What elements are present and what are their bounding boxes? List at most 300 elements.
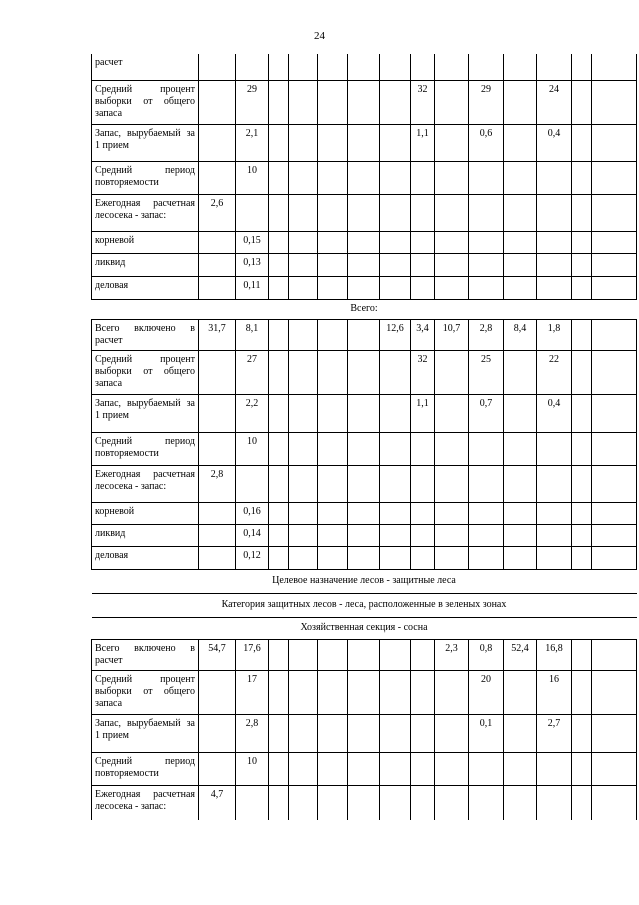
row-label: Средний период повторяемости bbox=[92, 432, 199, 465]
table-cell bbox=[199, 54, 236, 80]
table-cell bbox=[537, 54, 572, 80]
table-cell bbox=[504, 785, 537, 820]
table-cell bbox=[537, 524, 572, 546]
table-cell bbox=[411, 546, 435, 569]
table-cell: 2,7 bbox=[537, 714, 572, 752]
table-cell bbox=[380, 276, 411, 299]
table-cell: 10,7 bbox=[435, 319, 469, 350]
table-cell bbox=[269, 752, 289, 785]
table-cell bbox=[348, 465, 380, 502]
table-cell: 1,1 bbox=[411, 394, 435, 432]
table-row bbox=[92, 161, 637, 194]
table-cell bbox=[199, 276, 236, 299]
table-cell: 2,8 bbox=[469, 319, 504, 350]
table-cell: 32 bbox=[411, 80, 435, 124]
table-cell bbox=[348, 54, 380, 80]
table-cell bbox=[411, 231, 435, 253]
table-row bbox=[92, 231, 637, 253]
table-cell bbox=[318, 80, 348, 124]
table-cell: 8,1 bbox=[236, 319, 269, 350]
table-cell bbox=[537, 502, 572, 524]
table-cell bbox=[318, 253, 348, 276]
forest-purpose-heading-row bbox=[92, 569, 637, 593]
table-cell bbox=[289, 524, 318, 546]
table-row bbox=[92, 319, 637, 350]
table-cell bbox=[504, 253, 537, 276]
table-cell bbox=[269, 319, 289, 350]
table-cell bbox=[318, 785, 348, 820]
economic-section-heading: Хозяйственная секция - сосна bbox=[92, 617, 637, 639]
table-cell bbox=[348, 253, 380, 276]
table-row bbox=[92, 394, 637, 432]
table-cell bbox=[504, 276, 537, 299]
table-row bbox=[92, 524, 637, 546]
table-cell bbox=[572, 231, 592, 253]
table-cell bbox=[411, 253, 435, 276]
table-cell bbox=[504, 54, 537, 80]
table-cell bbox=[411, 752, 435, 785]
table-cell bbox=[435, 752, 469, 785]
row-label: Запас, вырубаемый за 1 прием bbox=[92, 714, 199, 752]
table-cell: 0,6 bbox=[469, 124, 504, 161]
table-cell bbox=[348, 670, 380, 714]
table-cell: 20 bbox=[469, 670, 504, 714]
table-cell: 12,6 bbox=[380, 319, 411, 350]
table-cell bbox=[592, 394, 637, 432]
table-cell bbox=[348, 524, 380, 546]
table-row bbox=[92, 546, 637, 569]
table-cell bbox=[537, 194, 572, 231]
row-label: Средний период повторяемости bbox=[92, 752, 199, 785]
table-cell bbox=[572, 502, 592, 524]
table-cell bbox=[199, 394, 236, 432]
table-cell bbox=[592, 194, 637, 231]
table-cell bbox=[411, 54, 435, 80]
table-row bbox=[92, 785, 637, 820]
table-cell: 52,4 bbox=[504, 639, 537, 670]
table-cell bbox=[572, 785, 592, 820]
table-cell bbox=[572, 752, 592, 785]
row-label: Всего включено в расчет bbox=[92, 319, 199, 350]
table-cell: 0,1 bbox=[469, 714, 504, 752]
table-row bbox=[92, 276, 637, 299]
economic-section-heading-row bbox=[92, 617, 637, 639]
table-row bbox=[92, 350, 637, 394]
table-cell bbox=[269, 276, 289, 299]
table-row bbox=[92, 670, 637, 714]
table-cell bbox=[348, 714, 380, 752]
table-cell bbox=[199, 253, 236, 276]
table-cell bbox=[572, 253, 592, 276]
table-cell bbox=[269, 80, 289, 124]
table-cell bbox=[348, 80, 380, 124]
row-label: ликвид bbox=[92, 253, 199, 276]
table-cell bbox=[269, 432, 289, 465]
row-label: деловая bbox=[92, 276, 199, 299]
table-cell bbox=[572, 670, 592, 714]
table-row bbox=[92, 752, 637, 785]
table-cell bbox=[411, 161, 435, 194]
table-cell: 25 bbox=[469, 350, 504, 394]
table-row bbox=[92, 432, 637, 465]
table-row bbox=[92, 80, 637, 124]
table-cell: 2,8 bbox=[236, 714, 269, 752]
table-cell: 17 bbox=[236, 670, 269, 714]
table-cell: 0,4 bbox=[537, 124, 572, 161]
table-cell bbox=[435, 231, 469, 253]
table-cell bbox=[537, 253, 572, 276]
table-cell bbox=[572, 639, 592, 670]
table-cell bbox=[592, 785, 637, 820]
table-cell bbox=[318, 276, 348, 299]
section-heading-total-row bbox=[92, 299, 637, 319]
table-cell bbox=[572, 350, 592, 394]
table-cell bbox=[348, 785, 380, 820]
table-cell bbox=[592, 276, 637, 299]
table-cell bbox=[469, 161, 504, 194]
table-cell bbox=[289, 350, 318, 394]
table-cell bbox=[318, 670, 348, 714]
table-cell: 2,2 bbox=[236, 394, 269, 432]
table-cell bbox=[504, 394, 537, 432]
table-cell bbox=[289, 194, 318, 231]
table-cell bbox=[537, 785, 572, 820]
table-row bbox=[92, 194, 637, 231]
table-cell bbox=[236, 194, 269, 231]
row-label: Ежегодная расчетная лесосека - запас: bbox=[92, 194, 199, 231]
table-cell: 3,4 bbox=[411, 319, 435, 350]
table-cell bbox=[537, 161, 572, 194]
table-cell: 10 bbox=[236, 161, 269, 194]
table-cell bbox=[572, 124, 592, 161]
table-cell bbox=[318, 752, 348, 785]
row-label: Средний процент выборки от общего запаса bbox=[92, 670, 199, 714]
table-cell bbox=[469, 54, 504, 80]
table-cell: 24 bbox=[537, 80, 572, 124]
table-cell bbox=[411, 524, 435, 546]
table-cell bbox=[289, 231, 318, 253]
table-cell bbox=[435, 524, 469, 546]
table-cell bbox=[199, 546, 236, 569]
table-cell bbox=[199, 524, 236, 546]
table-cell bbox=[380, 752, 411, 785]
table-cell bbox=[380, 785, 411, 820]
allowable-cut-table bbox=[91, 54, 637, 820]
table-cell bbox=[318, 124, 348, 161]
table-cell bbox=[269, 465, 289, 502]
table-cell bbox=[435, 394, 469, 432]
table-cell bbox=[435, 546, 469, 569]
table-cell bbox=[592, 524, 637, 546]
table-cell bbox=[572, 319, 592, 350]
table-cell bbox=[592, 670, 637, 714]
table-cell bbox=[318, 502, 348, 524]
table-cell bbox=[318, 714, 348, 752]
table-cell bbox=[469, 253, 504, 276]
table-cell bbox=[592, 752, 637, 785]
table-cell bbox=[269, 502, 289, 524]
table-cell bbox=[318, 524, 348, 546]
row-label: Запас, вырубаемый за 1 прием bbox=[92, 394, 199, 432]
table-cell bbox=[318, 194, 348, 231]
table-cell: 10 bbox=[236, 432, 269, 465]
table-cell bbox=[269, 194, 289, 231]
table-cell bbox=[289, 124, 318, 161]
table-cell bbox=[318, 465, 348, 502]
table-cell bbox=[469, 465, 504, 502]
table-cell bbox=[199, 124, 236, 161]
table-cell bbox=[469, 546, 504, 569]
table-cell bbox=[269, 714, 289, 752]
table-cell: 16 bbox=[537, 670, 572, 714]
page-number: 24 bbox=[314, 30, 325, 42]
table-cell bbox=[348, 124, 380, 161]
table-cell bbox=[592, 253, 637, 276]
table-cell bbox=[269, 124, 289, 161]
table-cell: 10 bbox=[236, 752, 269, 785]
table-cell bbox=[318, 231, 348, 253]
table-cell bbox=[411, 432, 435, 465]
table-cell bbox=[289, 639, 318, 670]
table-cell bbox=[592, 432, 637, 465]
table-cell bbox=[504, 502, 537, 524]
table-cell bbox=[348, 231, 380, 253]
table-cell bbox=[592, 319, 637, 350]
table-cell bbox=[380, 350, 411, 394]
table-cell bbox=[318, 319, 348, 350]
table-cell bbox=[592, 80, 637, 124]
table-cell bbox=[504, 350, 537, 394]
table-row bbox=[92, 54, 637, 80]
table-row bbox=[92, 124, 637, 161]
table-cell bbox=[572, 714, 592, 752]
table-cell bbox=[269, 524, 289, 546]
table-cell bbox=[592, 546, 637, 569]
table-cell bbox=[504, 194, 537, 231]
table-cell bbox=[199, 350, 236, 394]
table-cell bbox=[348, 394, 380, 432]
row-label: корневой bbox=[92, 231, 199, 253]
table-cell bbox=[318, 350, 348, 394]
row-label: Средний процент выборки от общего запаса bbox=[92, 350, 199, 394]
table-cell bbox=[435, 253, 469, 276]
table-cell bbox=[380, 546, 411, 569]
table-cell: 2,3 bbox=[435, 639, 469, 670]
row-label: Средний период повторяемости bbox=[92, 161, 199, 194]
table-cell: 2,1 bbox=[236, 124, 269, 161]
table-cell bbox=[269, 670, 289, 714]
table-cell bbox=[236, 465, 269, 502]
table-cell bbox=[380, 54, 411, 80]
table-cell bbox=[380, 80, 411, 124]
table-cell bbox=[269, 253, 289, 276]
table-cell bbox=[469, 231, 504, 253]
table-cell bbox=[504, 546, 537, 569]
table-cell bbox=[411, 465, 435, 502]
table-cell bbox=[411, 194, 435, 231]
table-cell: 2,8 bbox=[199, 465, 236, 502]
table-cell bbox=[469, 752, 504, 785]
table-cell bbox=[318, 432, 348, 465]
table-cell bbox=[411, 785, 435, 820]
table-cell bbox=[269, 231, 289, 253]
table-cell: 0,14 bbox=[236, 524, 269, 546]
table-cell bbox=[269, 350, 289, 394]
table-cell bbox=[199, 670, 236, 714]
table-cell bbox=[380, 124, 411, 161]
table-cell bbox=[380, 194, 411, 231]
table-cell bbox=[572, 524, 592, 546]
table-cell bbox=[236, 54, 269, 80]
section-heading-total: Всего: bbox=[92, 299, 637, 319]
table-cell bbox=[411, 714, 435, 752]
table-cell bbox=[348, 752, 380, 785]
table-cell bbox=[469, 785, 504, 820]
row-label: ликвид bbox=[92, 524, 199, 546]
table-cell bbox=[411, 670, 435, 714]
table-cell bbox=[504, 231, 537, 253]
table-cell bbox=[411, 276, 435, 299]
table-cell bbox=[411, 502, 435, 524]
table-cell bbox=[380, 465, 411, 502]
table-cell bbox=[592, 54, 637, 80]
row-label: расчет bbox=[92, 54, 199, 80]
table-cell: 1,1 bbox=[411, 124, 435, 161]
table-cell bbox=[435, 465, 469, 502]
table-cell bbox=[380, 502, 411, 524]
table-cell bbox=[435, 502, 469, 524]
table-cell bbox=[289, 785, 318, 820]
table-cell bbox=[435, 276, 469, 299]
table-cell bbox=[289, 54, 318, 80]
table-cell bbox=[469, 524, 504, 546]
table-cell bbox=[572, 194, 592, 231]
table-cell bbox=[289, 502, 318, 524]
table-cell bbox=[435, 670, 469, 714]
table-cell bbox=[537, 231, 572, 253]
row-label: Средний процент выборки от общего запаса bbox=[92, 80, 199, 124]
table-row bbox=[92, 502, 637, 524]
forest-purpose-heading: Целевое назначение лесов - защитные леса bbox=[92, 569, 637, 593]
table-cell bbox=[572, 276, 592, 299]
table-cell bbox=[592, 502, 637, 524]
table-cell bbox=[318, 639, 348, 670]
table-cell bbox=[572, 80, 592, 124]
table-cell: 0,7 bbox=[469, 394, 504, 432]
table-cell bbox=[289, 394, 318, 432]
table-cell bbox=[572, 432, 592, 465]
table-cell bbox=[435, 124, 469, 161]
table-cell bbox=[318, 54, 348, 80]
table-cell bbox=[269, 546, 289, 569]
table-cell bbox=[572, 546, 592, 569]
table-row bbox=[92, 714, 637, 752]
table-cell bbox=[469, 276, 504, 299]
table-cell: 31,7 bbox=[199, 319, 236, 350]
table-cell bbox=[348, 546, 380, 569]
table-cell: 29 bbox=[236, 80, 269, 124]
table-cell bbox=[318, 546, 348, 569]
table-cell bbox=[504, 161, 537, 194]
table-cell bbox=[348, 276, 380, 299]
table-cell bbox=[592, 161, 637, 194]
forest-category-heading-row bbox=[92, 593, 637, 617]
table-cell bbox=[537, 752, 572, 785]
table-cell bbox=[269, 785, 289, 820]
table-cell bbox=[435, 54, 469, 80]
table-cell bbox=[289, 432, 318, 465]
table-cell bbox=[199, 714, 236, 752]
table-row bbox=[92, 253, 637, 276]
table-cell bbox=[289, 752, 318, 785]
table-cell bbox=[435, 80, 469, 124]
table-cell bbox=[572, 394, 592, 432]
table-cell bbox=[289, 276, 318, 299]
table-cell: 17,6 bbox=[236, 639, 269, 670]
table-cell bbox=[380, 161, 411, 194]
table-cell bbox=[592, 350, 637, 394]
row-label: Всего включено в расчет bbox=[92, 639, 199, 670]
table-cell bbox=[469, 432, 504, 465]
table-cell: 0,16 bbox=[236, 502, 269, 524]
table-cell bbox=[592, 231, 637, 253]
table-cell bbox=[504, 432, 537, 465]
table-cell bbox=[289, 714, 318, 752]
row-label: Ежегодная расчетная лесосека - запас: bbox=[92, 785, 199, 820]
row-label: Запас, вырубаемый за 1 прием bbox=[92, 124, 199, 161]
table-cell bbox=[572, 161, 592, 194]
table-cell: 0,13 bbox=[236, 253, 269, 276]
table-cell bbox=[269, 161, 289, 194]
table-cell bbox=[380, 231, 411, 253]
table-cell bbox=[199, 752, 236, 785]
table-cell: 0,8 bbox=[469, 639, 504, 670]
table-cell bbox=[236, 785, 269, 820]
table-cell: 0,11 bbox=[236, 276, 269, 299]
row-label: деловая bbox=[92, 546, 199, 569]
table-cell bbox=[504, 124, 537, 161]
table-cell bbox=[380, 394, 411, 432]
table-cell bbox=[289, 546, 318, 569]
table-cell bbox=[289, 161, 318, 194]
table-cell bbox=[572, 465, 592, 502]
table-cell: 27 bbox=[236, 350, 269, 394]
table-cell bbox=[537, 546, 572, 569]
table-cell bbox=[435, 714, 469, 752]
table-cell bbox=[592, 124, 637, 161]
table-cell bbox=[348, 432, 380, 465]
table-cell bbox=[348, 639, 380, 670]
table-cell bbox=[269, 639, 289, 670]
table-cell bbox=[318, 161, 348, 194]
table-cell bbox=[537, 465, 572, 502]
table-row bbox=[92, 639, 637, 670]
forest-category-heading: Категория защитных лесов - леса, расположенные в зеленых зонах bbox=[92, 593, 637, 617]
table-cell bbox=[504, 524, 537, 546]
table-cell: 29 bbox=[469, 80, 504, 124]
table-cell: 4,7 bbox=[199, 785, 236, 820]
table-cell bbox=[289, 465, 318, 502]
table-cell bbox=[269, 394, 289, 432]
row-label: корневой bbox=[92, 502, 199, 524]
table-cell bbox=[199, 231, 236, 253]
table-cell bbox=[289, 253, 318, 276]
table-row bbox=[92, 465, 637, 502]
table-cell bbox=[537, 432, 572, 465]
table-cell bbox=[592, 714, 637, 752]
table-cell bbox=[380, 432, 411, 465]
table-cell bbox=[411, 639, 435, 670]
